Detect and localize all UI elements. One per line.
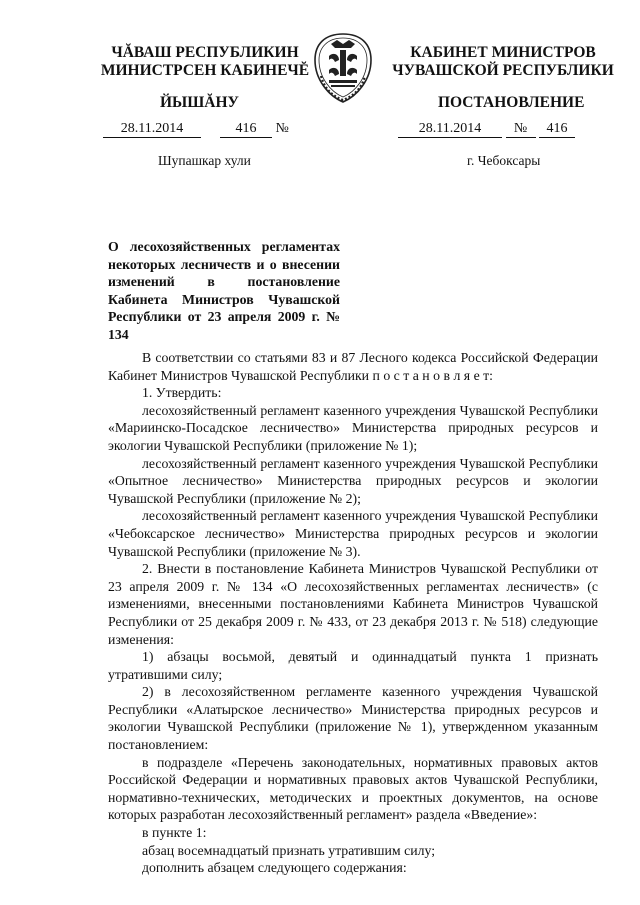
paragraph: лесохозяйственный регламент казенного учреждения Чувашской Республики «Мариинско-Посадское лесничество» Министерства природных ресурсов и экологии Чувашской Республики (приложение № 1); — [108, 402, 598, 453]
document-body — [108, 349, 598, 877]
paragraph: В соответствии со статьями 83 и 87 Лесного кодекса Российской Федерации Кабинет Министров Чувашской Республики п о с т а н о в л я е т: — [108, 350, 598, 383]
left-no-sign: № — [275, 121, 289, 136]
right-header-line2: ЧУВАШСКОЙ РЕСПУБЛИКИ — [392, 62, 614, 79]
paragraph: дополнить абзацем следующего содержания: — [142, 860, 407, 876]
right-header-line1: КАБИНЕТ МИНИСТРОВ — [410, 44, 596, 61]
left-number-line — [103, 121, 289, 138]
left-header-line1: ЧĂВАШ РЕСПУБЛИКИН — [111, 44, 299, 61]
right-header — [388, 44, 618, 80]
paragraph: абзац восемнадцатый признать утратившим силу; — [142, 842, 436, 858]
left-date: 28.11.2014 — [103, 121, 201, 138]
right-number: 416 — [539, 121, 575, 138]
right-doc-type: ПОСТАНОВЛЕНИЕ — [438, 94, 585, 111]
chuvash-emblem-icon — [311, 30, 375, 106]
paragraph: лесохозяйственный регламент казенного учреждения Чувашской Республики «Чебоксарское лесничество» Министерства природных ресурсов и экологии Чувашской Республики (приложение № 3). — [108, 508, 598, 559]
left-header-line2: МИНИСТРСЕН КАБИНЕЧĔ — [100, 62, 310, 79]
right-date: 28.11.2014 — [398, 121, 502, 138]
paragraph: в пункте 1: — [142, 825, 207, 841]
document-subject: О лесохозяйственных регламентах некоторых лесничеств и о внесении изменений в постановление Кабинета Министров Чувашской Республики от 23 апреля 2009 г. № 134 — [108, 239, 340, 342]
right-no-sign: № — [506, 121, 536, 138]
right-place: г. Чебоксары — [467, 153, 541, 168]
left-doc-type: ЙЫШĂНУ — [160, 94, 239, 111]
paragraph: 2. Внести в постановление Кабинета Министров Чувашской Республики от 23 апреля 2009 г. № 134 «О лесохозяйственных регламентах лесничеств» (с изменениями, внесенными постановлениями Кабинета Министров Чувашской Республики от 25 декабря 2009 г. № 433, от 23 декабря 2013 г. № 518) следующие изменения: — [108, 561, 598, 647]
paragraph: 2) в лесохозяйственном регламенте казенного учреждения Чувашской Республики «Алатырское лесничество» Министерства природных ресурсов и экологии Чувашской Республики (приложение № 1), утвержденном указанным постановлением: — [108, 684, 598, 753]
paragraph: лесохозяйственный регламент казенного учреждения Чувашской Республики «Опытное лесничество» Министерства природных ресурсов и экологии Чувашской Республики (приложение № 2); — [108, 455, 598, 506]
left-place: Шупашкар хули — [158, 153, 251, 168]
paragraph: в подразделе «Перечень законодательных, нормативных правовых актов Российской Федерации и нормативных правовых актов Чувашской Республики, нормативно-технических, методических и проектных документов, на основе которых разработан лесохозяйственный регламент» раздела «Введение»: — [108, 754, 598, 823]
paragraph: 1. Утвердить: — [142, 385, 222, 401]
right-number-line — [398, 121, 575, 138]
left-header — [100, 44, 310, 80]
paragraph: 1) абзацы восьмой, девятый и одиннадцатый пункта 1 признать утратившими силу; — [108, 649, 598, 682]
left-number: 416 — [220, 121, 272, 138]
